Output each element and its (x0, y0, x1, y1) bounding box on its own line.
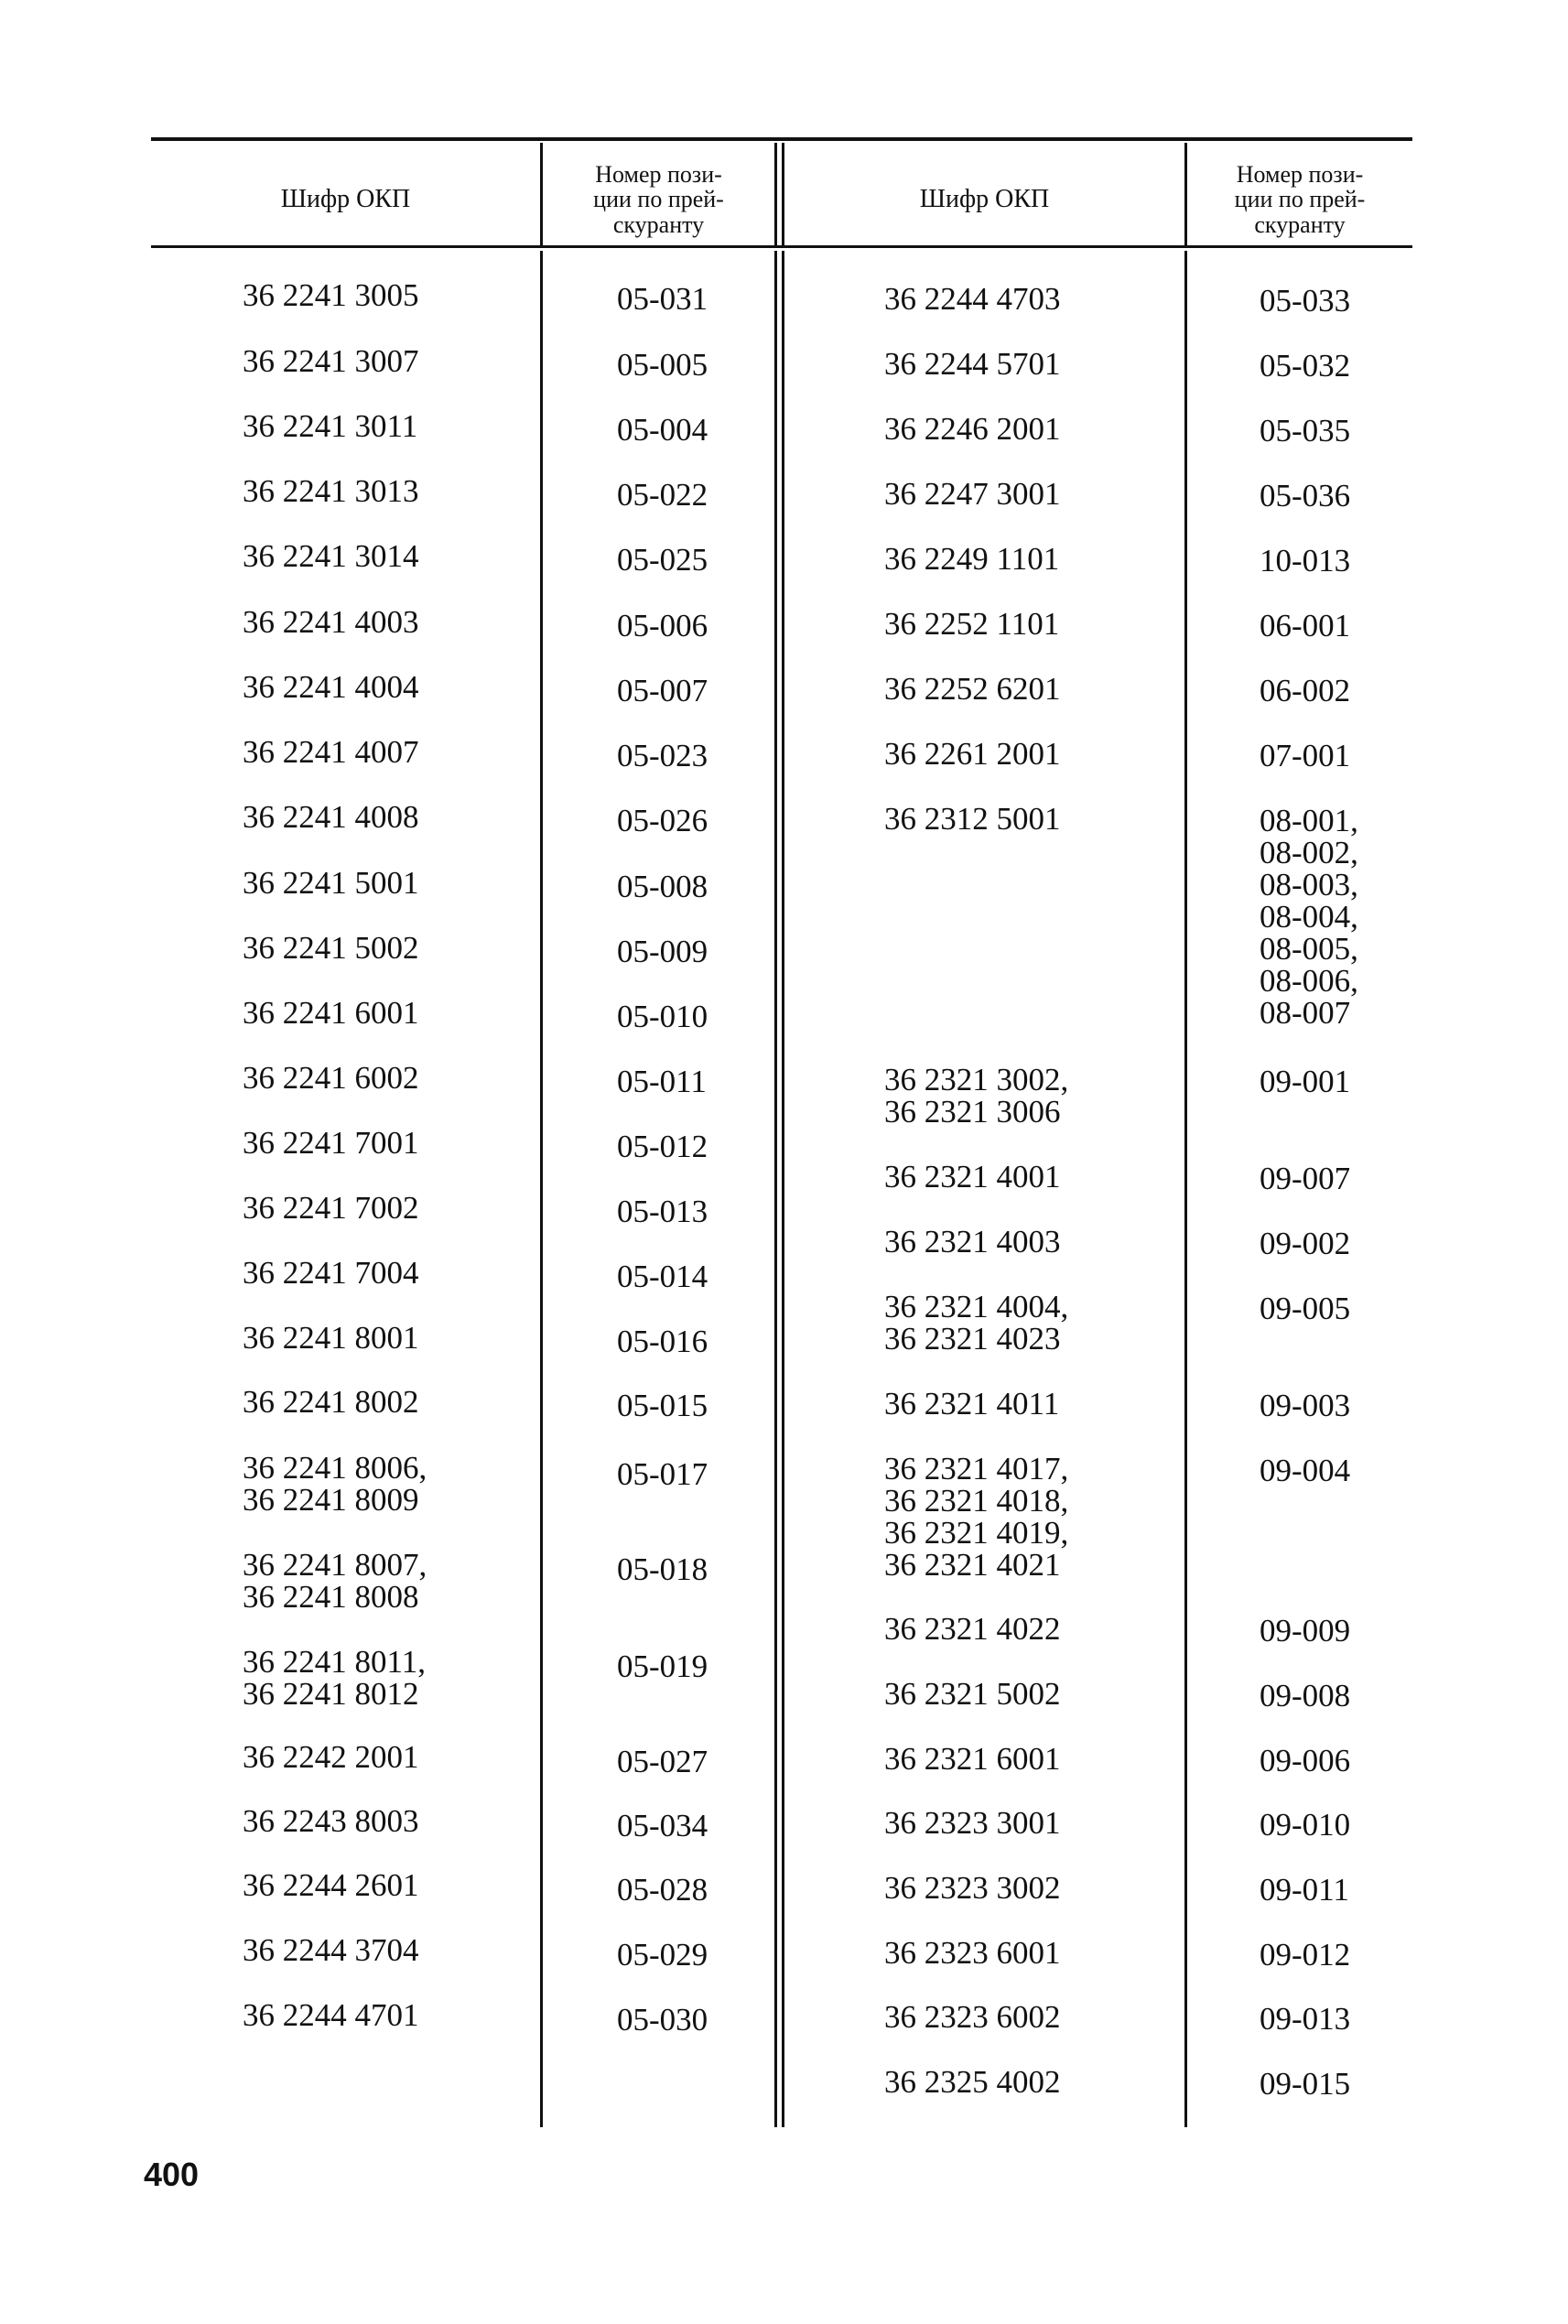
position-number-cell (1260, 1745, 1350, 1777)
okp-code-cell (884, 1743, 1061, 1775)
okp-code-cell (243, 1322, 419, 1354)
double-divider-left (774, 251, 777, 2127)
okp-code-cell (884, 1613, 1061, 1645)
position-number-cell (1260, 2003, 1350, 2035)
position-number-cell (1260, 1615, 1350, 1647)
header-okp-code-left (151, 154, 540, 245)
position-number-cell (617, 2004, 708, 2036)
okp-code-cell (243, 606, 419, 638)
okp-code-cell-line: 36 2321 4011 (884, 1386, 1060, 1421)
okp-code-cell-line: 36 2241 8008 (243, 1579, 419, 1615)
okp-code-cell-line: 36 2247 3001 (884, 476, 1061, 512)
okp-code-cell (243, 279, 419, 311)
okp-code-cell (243, 736, 419, 768)
header-position-line: скуранту (612, 211, 705, 238)
okp-code-cell-line: 36 2241 3013 (243, 473, 419, 509)
position-number-cell-line: 09-002 (1260, 1226, 1351, 1261)
okp-code-cell-line: 36 2241 4008 (243, 799, 419, 835)
position-number-cell (617, 1939, 708, 1971)
okp-code-cell (243, 1549, 427, 1613)
okp-code-cell-line: 36 2241 8007, (243, 1547, 427, 1583)
okp-code-cell-line: 36 2246 2001 (884, 411, 1061, 447)
position-number-cell-line: 08-002, (1260, 835, 1358, 870)
okp-code-cell (884, 1291, 1068, 1355)
position-number-cell-line: 05-015 (617, 1388, 708, 1423)
okp-code-cell (884, 478, 1061, 510)
header-position-line: ции по прей- (1234, 186, 1366, 213)
position-number-cell (1260, 285, 1350, 317)
double-divider-right (782, 251, 784, 2127)
position-number-cell-line: 08-005, (1260, 931, 1358, 967)
okp-code-cell (884, 608, 1059, 640)
okp-code-cell (884, 673, 1061, 705)
okp-code-cell (884, 1678, 1061, 1710)
okp-code-cell-line: 36 2323 3001 (884, 1805, 1061, 1841)
header-okp-code-label: Шифр ОКП (280, 185, 411, 214)
okp-code-cell (884, 2066, 1061, 2098)
okp-code-cell-line: 36 2249 1101 (884, 541, 1060, 577)
position-number-cell-line: 08-001, (1260, 803, 1358, 838)
position-number-cell-line: 07-001 (1260, 738, 1351, 773)
okp-code-cell (243, 1386, 419, 1418)
okp-code-cell (243, 1452, 427, 1516)
okp-code-cell-line: 36 2244 3704 (243, 1932, 419, 1968)
okp-code-cell-line: 36 2241 7002 (243, 1190, 419, 1226)
header-position-line: скуранту (1254, 211, 1346, 238)
position-number-cell-line: 05-031 (617, 281, 708, 317)
position-number-cell (617, 1325, 708, 1357)
okp-code-cell-line: 36 2241 4007 (243, 734, 419, 770)
okp-code-cell-line: 36 2241 4004 (243, 669, 419, 705)
page-number: 400 (144, 2156, 200, 2193)
position-number-cell (617, 1553, 708, 1585)
position-number-cell-line: 05-023 (617, 738, 708, 773)
position-number-cell (617, 1458, 708, 1490)
position-number-cell (1260, 1227, 1350, 1259)
position-number-cell (1260, 1809, 1350, 1841)
okp-code-cell-line: 36 2241 8009 (243, 1482, 419, 1518)
position-number-cell-line: 05-007 (617, 673, 708, 708)
header-position-left (543, 154, 774, 245)
okp-code-cell-line: 36 2241 3014 (243, 538, 419, 574)
okp-code-cell-line: 36 2321 4001 (884, 1159, 1061, 1194)
position-number-cell (617, 1389, 708, 1421)
position-number-cell (1260, 675, 1350, 707)
okp-code-cell-line: 36 2321 5002 (884, 1676, 1061, 1712)
position-number-cell-line: 05-019 (617, 1648, 708, 1684)
okp-code-cell-line: 36 2241 8001 (243, 1320, 419, 1356)
okp-code-cell-line: 36 2261 2001 (884, 736, 1061, 772)
position-number-cell-line: 09-012 (1260, 1937, 1351, 1973)
column-divider-1 (540, 251, 543, 2127)
position-number-cell (1260, 1162, 1350, 1194)
okp-code-cell (884, 1937, 1061, 1969)
position-number-cell (617, 1650, 708, 1682)
position-number-cell (1260, 1939, 1350, 1971)
okp-code-cell (243, 345, 419, 377)
header-okp-code-label: Шифр ОКП (919, 185, 1050, 214)
position-number-cell (617, 1000, 708, 1032)
okp-code-cell-line: 36 2323 6001 (884, 1935, 1061, 1971)
table-top-rule (151, 137, 1412, 141)
header-bottom-rule (151, 245, 1412, 248)
position-number-cell-line: 05-022 (617, 477, 708, 513)
okp-code-cell (243, 1869, 419, 1901)
okp-code-cell-line: 36 2241 8002 (243, 1384, 419, 1420)
position-number-cell-line: 05-005 (617, 347, 708, 383)
header-position-right (1187, 154, 1412, 245)
position-number-cell (617, 479, 708, 511)
position-number-cell (1260, 2068, 1350, 2100)
position-number-cell-line: 06-001 (1260, 608, 1351, 643)
okp-code-cell (884, 1453, 1068, 1581)
okp-code-cell (243, 1741, 419, 1773)
okp-code-cell-line: 36 2325 4002 (884, 2064, 1061, 2100)
okp-code-cell (884, 1872, 1061, 1904)
okp-code-cell-line: 36 2244 5701 (884, 346, 1061, 382)
okp-code-cell (884, 1161, 1061, 1193)
okp-code-cell-line: 36 2244 4703 (884, 281, 1061, 317)
position-number-cell (617, 1810, 708, 1842)
position-number-cell (617, 870, 708, 903)
position-number-cell (617, 675, 708, 707)
position-number-cell (617, 1746, 708, 1778)
okp-code-cell (884, 413, 1061, 445)
position-number-cell-line: 05-028 (617, 1872, 708, 1908)
position-number-cell (1260, 480, 1350, 512)
okp-code-cell (884, 348, 1061, 380)
position-number-cell (1260, 610, 1350, 642)
position-number-cell-line: 09-010 (1260, 1807, 1351, 1843)
okp-code-cell (243, 997, 419, 1029)
header-okp-code-right (784, 154, 1184, 245)
header-position-line: Номер пози- (595, 161, 722, 189)
position-number-cell-line: 09-008 (1260, 1678, 1351, 1713)
okp-code-cell-line: 36 2323 3002 (884, 1870, 1061, 1906)
position-number-cell-line: 08-003, (1260, 867, 1358, 903)
position-number-cell (617, 935, 708, 967)
position-number-cell (1260, 1680, 1350, 1712)
position-number-cell-line: 05-006 (617, 608, 708, 643)
okp-code-cell-line: 36 2241 8011, (243, 1644, 426, 1680)
position-number-cell-line: 05-017 (617, 1456, 708, 1492)
position-number-cell (617, 1260, 708, 1292)
okp-code-cell-line: 36 2241 8012 (243, 1676, 419, 1712)
okp-code-cell-line: 36 2252 6201 (884, 671, 1061, 707)
position-number-cell-line: 05-009 (617, 934, 708, 969)
position-number-cell (617, 544, 708, 576)
position-number-cell-line: 09-013 (1260, 2001, 1351, 2037)
okp-code-cell-line: 36 2242 2001 (243, 1739, 419, 1775)
header-position-line: Номер пози- (1236, 161, 1364, 189)
position-number-cell-line: 05-014 (617, 1259, 708, 1294)
okp-code-cell-line: 36 2321 4021 (884, 1547, 1061, 1583)
position-number-cell (617, 1874, 708, 1906)
okp-code-cell (884, 1388, 1059, 1420)
okp-code-cell (243, 1192, 419, 1224)
position-number-cell (1260, 1065, 1350, 1097)
position-number-cell-line: 05-036 (1260, 478, 1351, 513)
position-number-cell (617, 283, 708, 315)
position-number-cell-line: 05-004 (617, 412, 708, 448)
position-number-cell (1260, 1874, 1349, 1906)
okp-code-cell-line: 36 2321 6001 (884, 1741, 1061, 1777)
column-divider-3 (1184, 251, 1187, 2127)
position-number-cell-line: 10-013 (1260, 543, 1351, 578)
okp-code-cell (884, 1226, 1061, 1258)
okp-code-cell-line: 36 2323 6002 (884, 1999, 1061, 2035)
position-number-cell-line: 05-034 (617, 1808, 708, 1843)
okp-code-cell (884, 1064, 1068, 1128)
okp-code-cell-line: 36 2312 5001 (884, 801, 1061, 837)
position-number-cell (617, 349, 708, 381)
position-number-cell-line: 05-033 (1260, 283, 1351, 319)
position-number-cell-line: 06-002 (1260, 673, 1351, 708)
okp-code-cell (243, 1646, 426, 1710)
okp-code-cell (243, 475, 419, 507)
okp-code-cell (243, 410, 417, 442)
okp-code-cell-line: 36 2244 4701 (243, 1997, 419, 2033)
okp-code-cell (243, 1127, 419, 1159)
okp-code-cell (884, 283, 1061, 315)
position-number-cell-line: 05-032 (1260, 348, 1351, 384)
okp-code-cell-line: 36 2321 4018, (884, 1483, 1069, 1519)
okp-code-cell (884, 738, 1061, 770)
okp-code-cell (243, 1257, 419, 1289)
okp-code-cell-line: 36 2321 3006 (884, 1094, 1061, 1130)
okp-code-cell (243, 540, 419, 572)
okp-code-cell-line: 36 2241 6001 (243, 995, 419, 1031)
okp-code-cell (243, 1805, 419, 1837)
position-number-cell (1260, 740, 1350, 772)
position-number-cell-line: 05-016 (617, 1324, 708, 1359)
okp-code-cell-line: 36 2241 3005 (243, 277, 419, 313)
okp-code-cell-line: 36 2241 6002 (243, 1060, 419, 1096)
okp-code-cell-line: 36 2321 4017, (884, 1451, 1069, 1486)
position-number-cell (1260, 415, 1350, 447)
okp-code-cell (884, 2001, 1061, 2033)
okp-code-cell-line: 36 2241 3011 (243, 408, 418, 444)
position-number-cell-line: 05-035 (1260, 413, 1351, 449)
position-number-cell-line: 09-009 (1260, 1613, 1351, 1648)
okp-code-cell-line: 36 2244 2601 (243, 1867, 419, 1903)
okp-code-cell (243, 1062, 419, 1094)
position-number-cell-line: 09-015 (1260, 2066, 1351, 2102)
okp-code-cell-line: 36 2241 7004 (243, 1255, 419, 1291)
double-divider-left (774, 143, 777, 245)
okp-code-cell-line: 36 2321 4019, (884, 1515, 1069, 1551)
position-number-cell-line: 05-012 (617, 1129, 708, 1164)
okp-code-cell-line: 36 2241 5001 (243, 865, 419, 901)
position-number-cell (1260, 545, 1350, 577)
position-number-cell (617, 805, 708, 837)
okp-code-cell-line: 36 2252 1101 (884, 606, 1060, 642)
okp-code-cell-line: 36 2321 3002, (884, 1062, 1069, 1097)
okp-code-cell (884, 1807, 1061, 1839)
position-number-cell-line: 05-026 (617, 803, 708, 838)
position-number-cell (1260, 1292, 1350, 1324)
position-number-cell-line: 08-006, (1260, 963, 1358, 999)
okp-code-cell-line: 36 2241 7001 (243, 1125, 419, 1161)
position-number-cell-line: 05-008 (617, 869, 708, 904)
okp-code-cell-line: 36 2321 4023 (884, 1321, 1061, 1357)
position-number-cell-line: 09-003 (1260, 1388, 1351, 1423)
okp-code-cell-line: 36 2321 4004, (884, 1289, 1069, 1324)
position-number-cell (617, 1195, 708, 1227)
okp-code-cell-line: 36 2321 4022 (884, 1611, 1061, 1647)
position-number-cell (1260, 1454, 1350, 1486)
position-number-cell (617, 740, 708, 772)
position-number-cell (1260, 350, 1350, 382)
okp-code-cell-line: 36 2241 3007 (243, 343, 419, 379)
okp-code-cell-line: 36 2321 4003 (884, 1224, 1061, 1259)
position-number-cell-line: 09-005 (1260, 1291, 1351, 1326)
position-number-cell-line: 05-025 (617, 542, 708, 578)
header-position-line: ции по прей- (593, 186, 724, 213)
okp-code-cell (243, 867, 419, 899)
position-number-cell-line: 08-007 (1260, 995, 1351, 1031)
okp-code-cell (243, 932, 419, 964)
okp-code-cell (884, 803, 1061, 835)
position-number-cell-line: 09-006 (1260, 1743, 1351, 1778)
position-number-cell-line: 05-027 (617, 1744, 708, 1779)
position-number-cell-line: 09-004 (1260, 1453, 1351, 1488)
position-number-cell (1260, 805, 1358, 1029)
position-number-cell-line: 09-007 (1260, 1161, 1351, 1196)
position-number-cell-line: 05-018 (617, 1551, 708, 1587)
position-number-cell (1260, 1389, 1350, 1421)
okp-code-cell-line: 36 2241 4003 (243, 604, 419, 640)
position-number-cell (617, 1065, 707, 1097)
okp-code-cell-line: 36 2243 8003 (243, 1803, 419, 1839)
position-number-cell-line: 09-011 (1260, 1872, 1349, 1908)
position-number-cell (617, 610, 708, 642)
okp-code-cell (243, 1934, 419, 1966)
okp-code-cell (884, 543, 1059, 575)
okp-code-cell (243, 1999, 419, 2031)
position-number-cell-line: 09-001 (1260, 1064, 1351, 1099)
position-number-cell-line: 05-030 (617, 2002, 708, 2038)
position-number-cell-line: 05-010 (617, 999, 708, 1034)
position-number-cell-line: 05-029 (617, 1937, 708, 1973)
position-number-cell (617, 414, 708, 446)
okp-code-cell-line: 36 2241 5002 (243, 930, 419, 966)
position-number-cell (617, 1130, 708, 1162)
okp-code-cell (243, 801, 419, 833)
position-number-cell-line: 08-004, (1260, 899, 1358, 935)
position-number-cell-line: 05-013 (617, 1194, 708, 1229)
position-number-cell-line: 05-011 (617, 1064, 707, 1099)
okp-code-cell-line: 36 2241 8006, (243, 1450, 427, 1486)
okp-code-cell (243, 671, 419, 703)
